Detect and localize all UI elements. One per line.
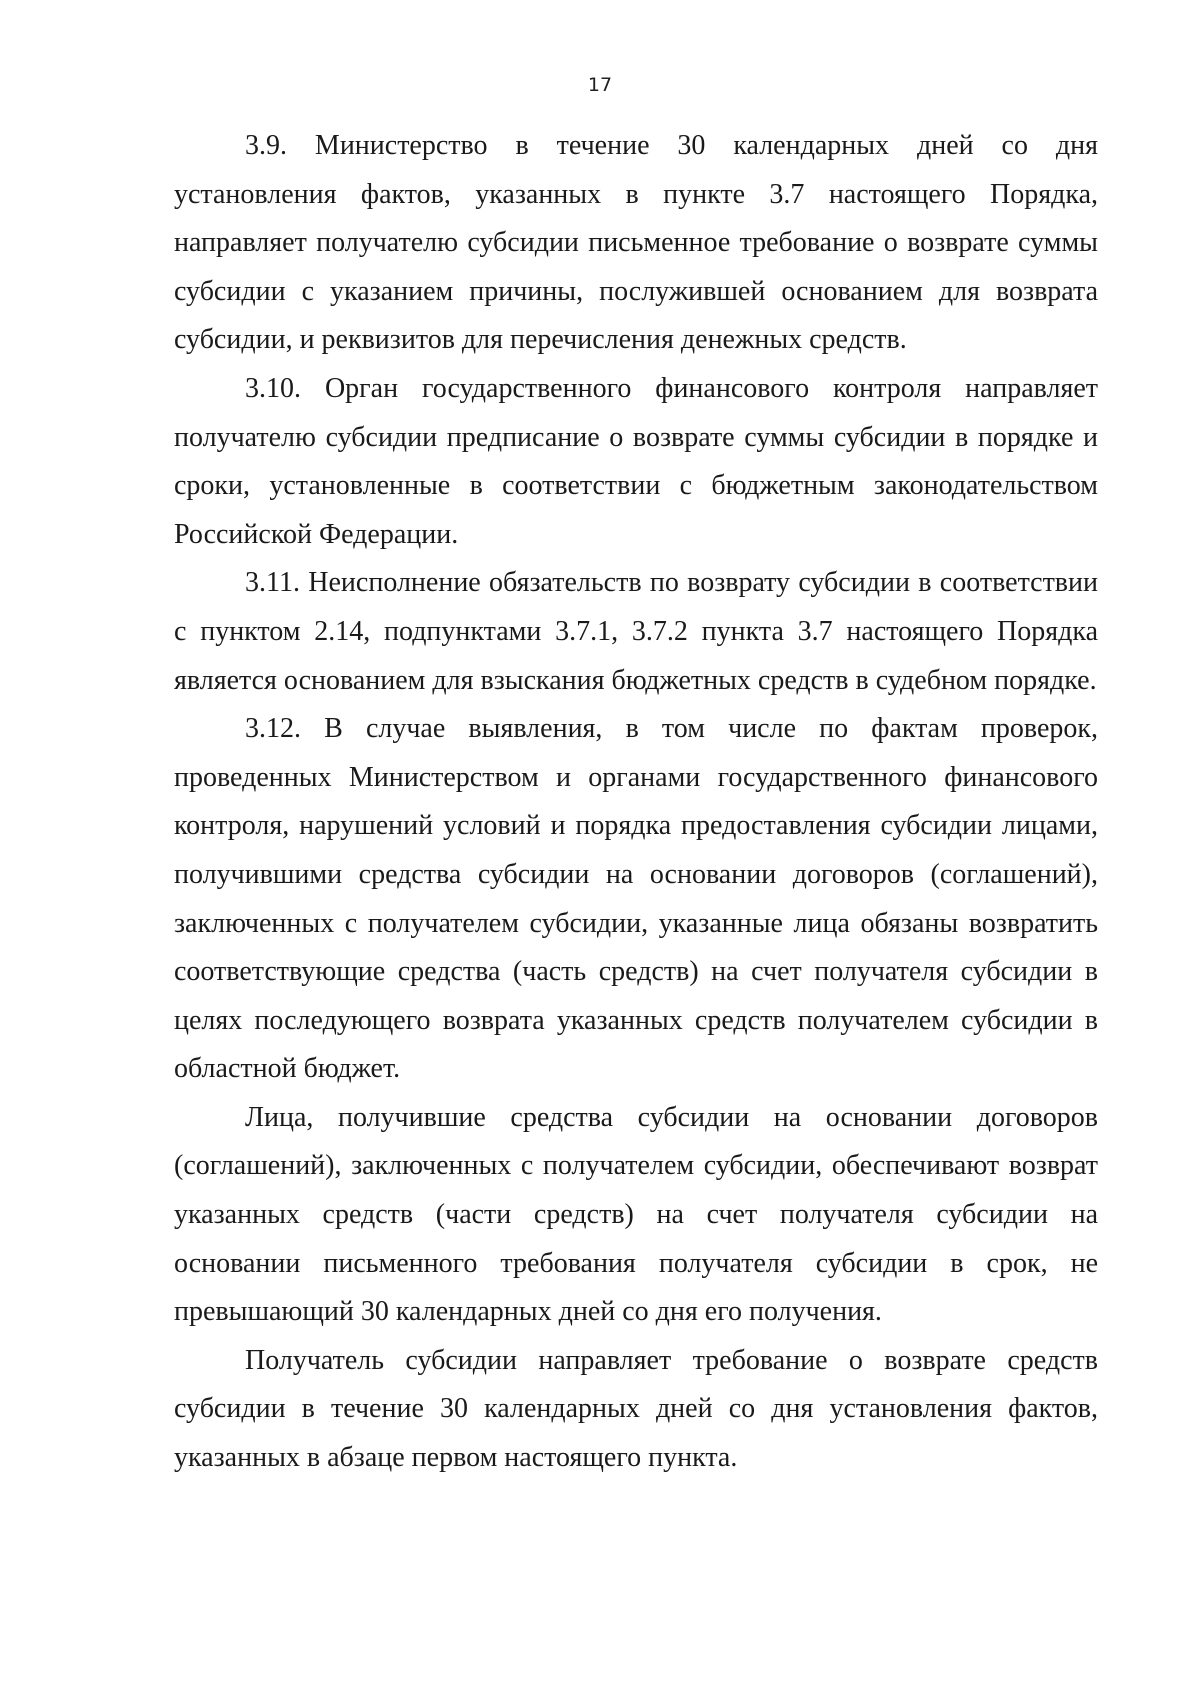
paragraph-3-12-persons: Лица, получившие средства субсидии на основании договоров (соглашений), заключенных с получателем субсидии, обеспечивают возврат указанных средств (части средств) на счет получателя субсидии на основании письменного требования получателя субсидии в срок, не превышающий 30 календарных дней со дня его получения. bbox=[174, 1101, 1098, 1328]
paragraph-3-10: 3.10. Орган государственного финансового контроля направляет получателю субсидии предписание о возврате суммы субсидии в порядке и сроки, установленные в соответствии с бюджетным законодательством Российской Федерации. bbox=[174, 372, 1098, 550]
paragraph-3-9: 3.9. Министерство в течение 30 календарных дней со дня установления фактов, указанных в пункте 3.7 настоящего Порядка, направляет получателю субсидии письменное требование о возврате суммы субсидии с указанием причины, послужившей основанием для возврата субсидии, и реквизитов для перечисления денежных средств. bbox=[174, 130, 1098, 356]
paragraph-3-12: 3.12. В случае выявления, в том числе по фактам проверок, проведенных Министерством и органами государственного финансового контроля, нарушений условий и порядка предоставления субсидии лицами, получившими средства субсидии на основании договоров (соглашений), заключенных с получателем субсидии, указанные лица обязаны возвратить соответствующие средства (часть средств) на счет получателя субсидии в целях последующего возврата указанных средств получателем субсидии в областной бюджет. bbox=[174, 713, 1098, 1085]
document-body bbox=[174, 122, 1098, 1483]
paragraph-3-12-recipient: Получатель субсидии направляет требование о возврате средств субсидии в течение 30 календарных дней со дня установления фактов, указанных в абзаце первом настоящего пункта. bbox=[174, 1344, 1098, 1474]
paragraph-3-11: 3.11. Неисполнение обязательств по возврату субсидии в соответствии с пунктом 2.14, подпунктами 3.7.1, 3.7.2 пункта 3.7 настоящего Порядка является основанием для взыскания бюджетных средств в судебном порядке. bbox=[174, 567, 1098, 696]
page-number: 17 bbox=[587, 74, 613, 96]
